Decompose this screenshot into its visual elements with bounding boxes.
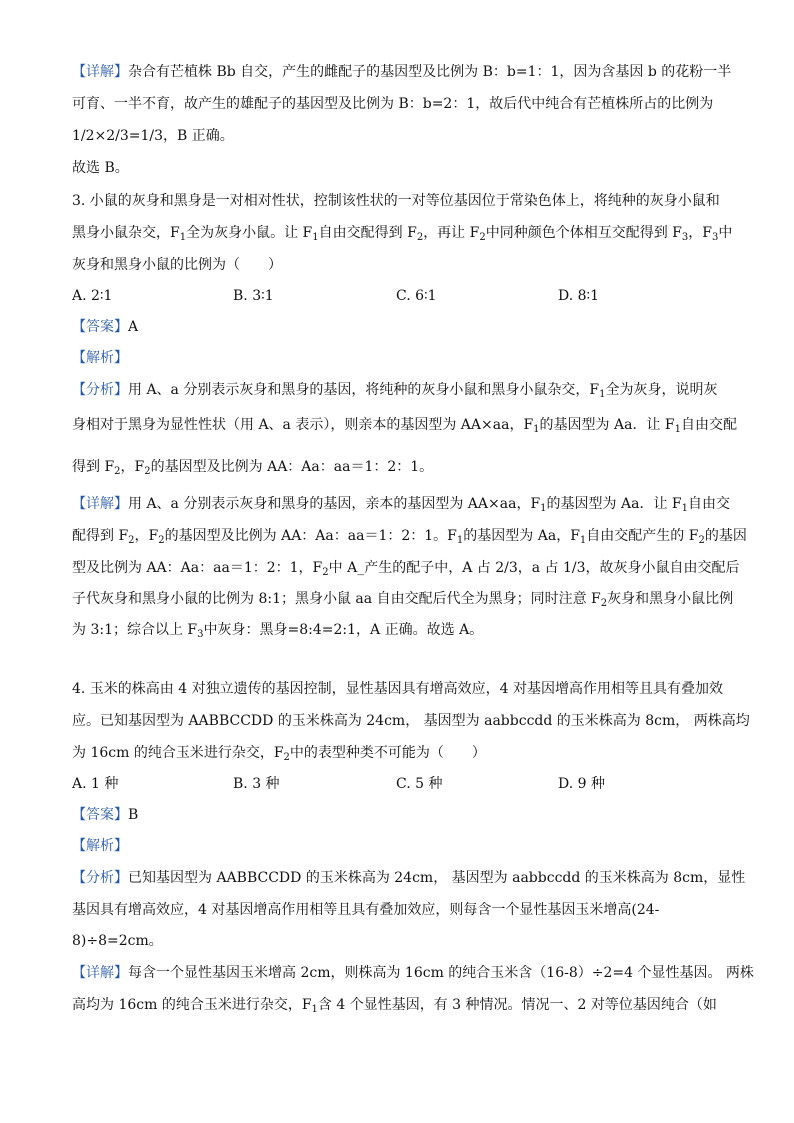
text-line: 身相对于黑身为显性性状（用 A、a 表示），则亲本的基因型为 AA×aa，$F_1$的基因型为 Aa．让 $F_1$自由交配 bbox=[72, 417, 737, 435]
text-line: 子代灰身和黑身小鼠的比例为 8:1；黑身小鼠 aa 自由交配后代全为黑身；同时注意 $F_2$灰身和黑身小鼠比例 bbox=[72, 591, 734, 609]
answer-line: 【答案】A bbox=[72, 319, 139, 335]
option-c: C. 6∶1 bbox=[396, 288, 437, 304]
text-line: 高均为 16cm 的纯合玉米进行杂交，$F_1$含 4 个显性基因，有 3 种情况。情况一、2 对等位基因纯合（如 bbox=[72, 997, 717, 1015]
text-line: 【分析】用 A、a 分别表示灰身和黑身的基因，将纯种的灰身小鼠和黑身小鼠杂交，$F_1$全为灰身，说明灰 bbox=[72, 382, 718, 400]
option-d: D. 8∶1 bbox=[558, 288, 600, 304]
text-line: 【详解】杂合有芒植株 Bb 自交，产生的雌配子的基因型及比例为 B：b=1：1，因为含基因 b 的花粉一半 bbox=[72, 64, 732, 80]
question-4-stem: 4. 玉米的株高由 4 对独立遗传的基因控制，显性基因具有增高效应，4 对基因增高作用相等且具有叠加效 bbox=[72, 681, 723, 697]
option-b: B. 3 种 bbox=[233, 776, 280, 792]
option-a: A. 1 种 bbox=[72, 776, 119, 792]
option-b: B. 3∶1 bbox=[233, 288, 274, 304]
option-d: D. 9 种 bbox=[558, 776, 605, 792]
text-line: 灰身和黑身小鼠的比例为（ ） bbox=[72, 257, 282, 273]
text-line: 故选 B。 bbox=[72, 160, 129, 176]
text-line: 【分析】已知基因型为 AABBCCDD 的玉米株高为 24cm， 基因型为 aabbccdd 的玉米株高为 8cm，显性 bbox=[72, 870, 746, 886]
text-line: 黑身小鼠杂交，$F_1$全为灰身小鼠。让 $F_1$自由交配得到 $F_2$，再让 $F_2$中同种颜色个体相互交配得到 $F_3$，$F_3$中 bbox=[72, 225, 733, 243]
analysis-heading: 【解析】 bbox=[72, 350, 128, 366]
text-line: 1/2×2/3=1/3，B 正确。 bbox=[72, 128, 234, 144]
text-line: 8)÷8=2cm。 bbox=[72, 933, 163, 949]
section-tag: 【详解】 bbox=[72, 64, 128, 80]
text-line: 【详解】每含一个显性基因玉米增高 2cm，则株高为 16cm 的纯合玉米含（16-8）÷2=4 个显性基因。 两株 bbox=[72, 965, 754, 981]
text-line: 得到 $F_2$，$F_2$的基因型及比例为 AA：Aa：aa＝1：2：1。 bbox=[72, 459, 434, 477]
text-line: 可育、一半不育，故产生的雄配子的基因型及比例为 B：b=2：1，故后代中纯合有芒植株所占的比例为 bbox=[72, 96, 714, 112]
question-3-stem: 3. 小鼠的灰身和黑身是一对相对性状，控制该性状的一对等位基因位于常染色体上，将纯种的灰身小鼠和 bbox=[72, 193, 720, 209]
answer-line: 【答案】B bbox=[72, 807, 139, 823]
option-c: C. 5 种 bbox=[396, 776, 443, 792]
text-line: 【详解】用 A、a 分别表示灰身和黑身的基因，亲本的基因型为 AA×aa，$F_1$的基因型为 Aa．让 $F_1$自由交 bbox=[72, 496, 730, 514]
text-line: 型及比例为 AA：Aa：aa＝1：2：1，$F_2$中 A_产生的配子中，A 占 2/3，a 占 1/3，故灰身小鼠自由交配后 bbox=[72, 560, 740, 578]
text-line: 配得到 $F_2$，$F_2$的基因型及比例为 AA：Aa：aa＝1：2：1。$F_1$的基因型为 Aa，$F_1$自由交配产生的 $F_2$的基因 bbox=[72, 528, 747, 546]
text-line: 为 3:1；综合以上 $F_3$中灰身：黑身=8:4=2:1，A 正确。故选 A。 bbox=[72, 622, 484, 640]
text-line: 应。已知基因型为 AABBCCDD 的玉米株高为 24cm， 基因型为 aabbccdd 的玉米株高为 8cm， 两株高均 bbox=[72, 713, 750, 729]
text-line: 基因具有增高效应，4 对基因增高作用相等且具有叠加效应，则每含一个显性基因玉米增高(24- bbox=[72, 902, 660, 918]
analysis-heading: 【解析】 bbox=[72, 838, 128, 854]
option-a: A. 2∶1 bbox=[72, 288, 113, 304]
text-line: 为 16cm 的纯合玉米进行杂交，$F_2$中的表型种类不可能为（ ） bbox=[72, 745, 486, 763]
